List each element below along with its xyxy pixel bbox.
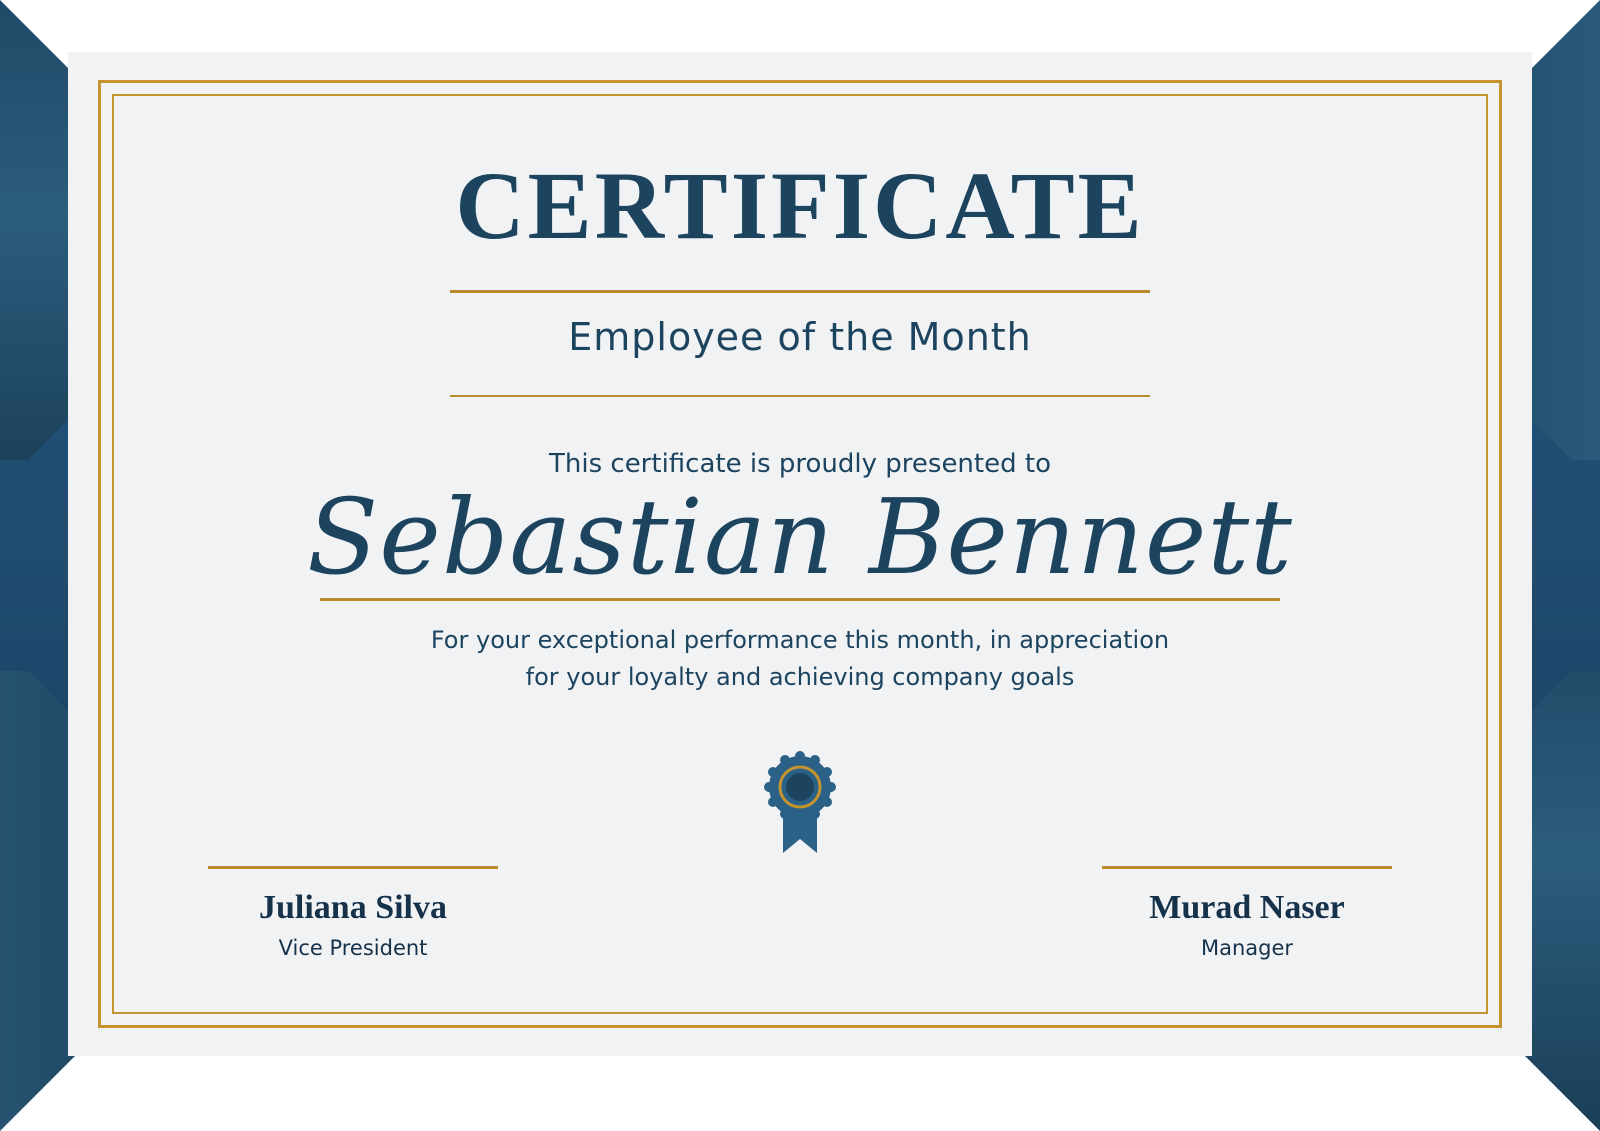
description-line-2: for your loyalty and achieving company goals	[525, 662, 1075, 691]
signatory-role: Manager	[1200, 936, 1294, 960]
certificate-title: CERTIFICATE	[455, 152, 1145, 259]
description-line-1: For your exceptional performance this month, in appreciation	[430, 626, 1170, 655]
signature-line	[208, 866, 498, 869]
signature-line	[1102, 866, 1392, 869]
recipient-name: Sebastian Bennett	[307, 476, 1293, 598]
signature-block-left	[208, 866, 498, 960]
title-divider-top	[450, 290, 1150, 293]
certificate-card	[68, 52, 1532, 1056]
signature-row	[208, 866, 1392, 960]
recipient-divider	[320, 598, 1280, 601]
signature-block-right	[1102, 866, 1392, 960]
signatory-role: Vice President	[278, 936, 428, 960]
award-seal-icon	[750, 729, 850, 859]
certificate-content	[68, 52, 1532, 1056]
certificate-subtitle: Employee of the Month	[568, 315, 1032, 359]
signatory-name: Murad Naser	[1149, 888, 1345, 926]
title-divider-bottom	[450, 395, 1150, 397]
signatory-name: Juliana Silva	[258, 888, 447, 926]
presentation-line: This certificate is proudly presented to	[549, 449, 1051, 479]
